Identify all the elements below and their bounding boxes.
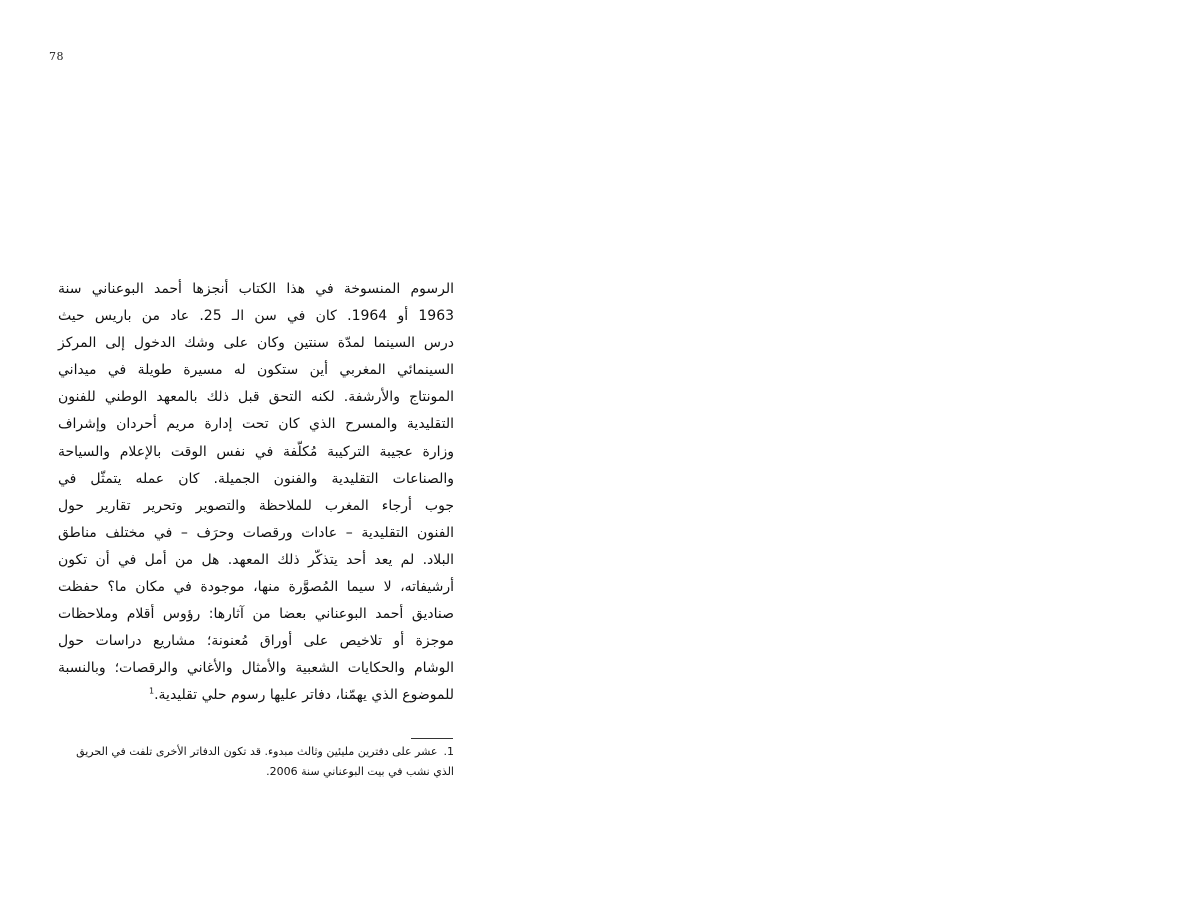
body-line: وزارة عجيبة التركيبة مُكلّفة في نفس الوقت بالإعلام والسياحة [58,443,454,460]
footnote [58,742,454,782]
footnote-number: 1. [443,745,454,758]
body-line-last [58,682,454,709]
body-paragraph [58,276,454,710]
body-line: درس السينما لمدّة سنتين وكان على وشك الدخول إلى المركز [58,335,454,352]
footnote-divider [411,738,453,739]
body-line: الوشام والحكايات الشعبية والأمثال والأغاني والرقصات؛ وبالنسبة [58,660,454,677]
body-text-column [58,276,454,710]
body-line: التقليدية والمسرح الذي كان تحت إدارة مريم أحردان وإشراف [58,416,454,433]
body-line: المونتاج والأرشفة. لكنه التحق قبل ذلك بالمعهد الوطني للفنون [58,389,454,406]
footnote-line [58,742,454,762]
body-line: جوب أرجاء المغرب للملاحظة والتصوير وتحرير تقارير حول [58,497,454,514]
footnote-line: الذي نشب في بيت البوعناني سنة 2006. [266,765,454,778]
body-line: الفنون التقليدية – عادات ورقصات وحرَف – في مختلف مناطق [58,524,454,541]
body-line: البلاد. لم يعد أحد يتذكّر ذلك المعهد. هل من أمل في أن تكون [58,551,454,568]
body-line: الرسوم المنسوخة في هذا الكتاب أنجزها أحمد البوعناني سنة [58,281,454,297]
footnote-text: عشر على دفترين مليئين وثالث مبدوء. قد تكون الدفاتر الأخرى تلفت في الحريق [76,745,438,758]
body-line-text: للموضوع الذي يهمّنا، دفاتر عليها رسوم حلي تقليدية. [154,687,454,704]
body-line: موجزة أو تلاخيص على أوراق مُعنونة؛ مشاريع دراسات حول [58,633,454,650]
body-line: أرشيفاته، لا سيما المُصوَّرة منها، موجودة في مكان ما؟ حفظت [58,579,454,596]
body-line: والصناعات التقليدية والفنون الجميلة. كان عمله يتمثّل في [58,470,454,487]
page-number: 78 [49,50,64,63]
body-line: السينمائي المغربي أين ستكون له مسيرة طويلة في ميداني [58,362,454,379]
body-line: صناديق أحمد البوعناني بعضا من آثارها: رؤوس أقلام وملاحظات [58,606,454,623]
body-line: 1963 أو 1964. كان في سن الـ 25. عاد من باريس حيث [58,308,455,325]
footnote-reference[interactable]: 1 [149,686,155,696]
